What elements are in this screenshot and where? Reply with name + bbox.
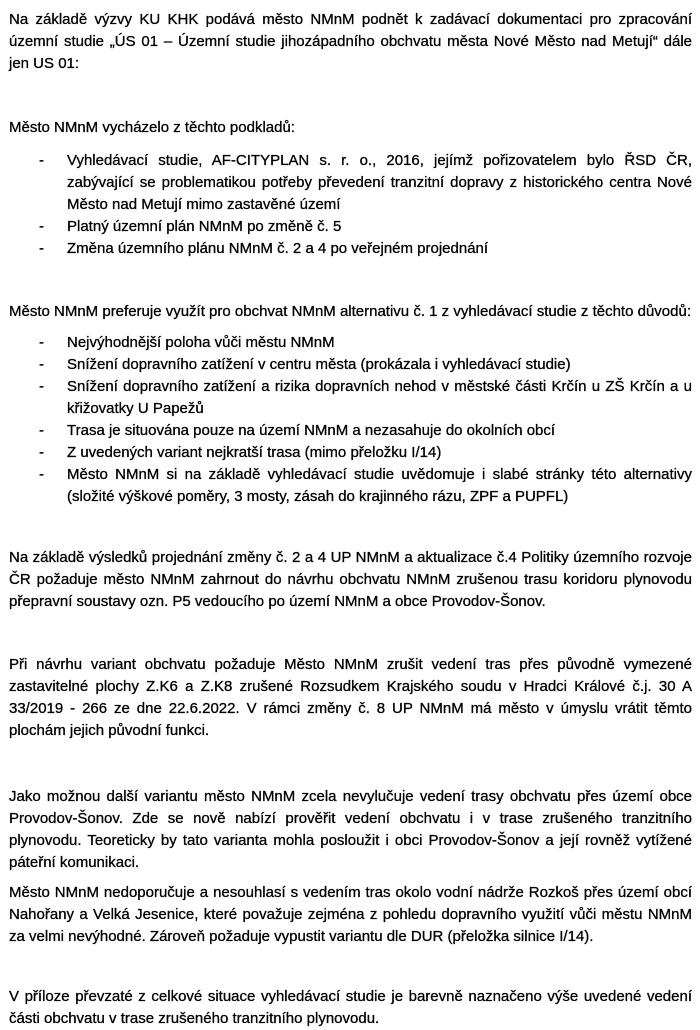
bullet-marker: - xyxy=(39,378,44,395)
bullet-list-reasons xyxy=(9,332,692,508)
list-item xyxy=(9,376,692,420)
paragraph-attachment-note: V příloze převzaté z celkové situace vyhledávací studie je barevně naznačeno výše uvedené vedení části obchvatu v trase zrušeného tranzitního plynovodu. xyxy=(9,988,692,1027)
paragraph-rozkos-disagreement: Město NMnM nedoporučuje a nesouhlasí s vedením tras okolo vodní nádrže Rozkoš přes území obcí Nahořany a Velká Jesenice, které považuje zejména z pohledu dopravního využití vůči městu NMnM za velmi nevýhodné. Zároveň požaduje vypustit variantu dle DUR (přeložka silnice I/14). xyxy=(9,884,692,945)
bullet-marker: - xyxy=(39,444,44,461)
list-item xyxy=(9,354,692,376)
list-item xyxy=(9,332,692,354)
paragraph-intro: Na základě výzvy KU KHK podává město NMnM podnět k zadávací dokumentaci pro zpracování územní studie „ÚS 01 – Územní studie jihozápadního obchvatu města Nové Město nad Metují“ dále jen US 01: xyxy=(9,11,692,72)
list-item xyxy=(9,150,692,216)
bullet-text: Snížení dopravního zatížení a rizika dopravních nehod v městské části Krčín u ZŠ Krčín a u křižovatky U Papežů xyxy=(67,378,692,417)
paragraph-preference: Město NMnM preferuje využít pro obchvat NMnM alternativu č. 1 z vyhledávací studie z těchto důvodů: xyxy=(9,303,691,320)
bullet-list-sources xyxy=(9,150,692,260)
bullet-text: Z uvedených variant nejkratší trasa (mimo přeložku I/14) xyxy=(67,444,442,461)
bullet-text: Snížení dopravního zatížení v centru města (prokázala i vyhledávací studie) xyxy=(67,356,571,373)
bullet-text: Trasa je situována pouze na území NMnM a nezasahuje do okolních obcí xyxy=(67,422,556,439)
list-item xyxy=(9,442,692,464)
bullet-marker: - xyxy=(39,334,44,351)
bullet-text: Nejvýhodnější poloha vůči městu NMnM xyxy=(67,334,335,351)
bullet-text: Platný územní plán NMnM po změně č. 5 xyxy=(67,218,342,235)
list-item xyxy=(9,238,692,260)
bullet-marker: - xyxy=(39,356,44,373)
list-item xyxy=(9,464,692,508)
bullet-marker: - xyxy=(39,240,44,257)
paragraph-gas-corridor: Na základě výsledků projednání změny č. 2 a 4 UP NMnM a aktualizace č.4 Politiky územního rozvoje ČR požaduje město NMnM zahrnout do návrhu obchvatu NMnM zrušenou trasu koridoru plynovodu přepravní soustavy ozn. P5 vedoucího po území NMnM a obce Provodov-Šonov. xyxy=(9,549,692,610)
bullet-text: Vyhledávací studie, AF-CITYPLAN s. r. o., 2016, jejímž pořizovatelem bylo ŘSD ČR, zabývající se problematikou potřeby převedení tranzitní dopravy z historického centra Nové Město nad Metují mimo zastavěné území xyxy=(67,152,692,213)
bullet-marker: - xyxy=(39,422,44,439)
bullet-text: Město NMnM si na základě vyhledávací studie uvědomuje i slabé stránky této alternativy (složité výškové poměry, 3 mosty, zásah do krajinného rázu, ZPF a PUPFL) xyxy=(67,466,692,505)
bullet-marker: - xyxy=(39,218,44,235)
bullet-marker: - xyxy=(39,152,44,169)
paragraph-sources-heading: Město NMnM vycházelo z těchto podkladů: xyxy=(9,119,295,136)
list-item xyxy=(9,216,692,238)
paragraph-cancelled-areas: Při návrhu variant obchvatu požaduje Město NMnM zrušit vedení tras přes původně vymezené zastavitelné plochy Z.K6 a Z.K8 zrušené Rozsudkem Krajského soudu v Hradci Králové č.j. 30 A 33/2019 - 266 ze dne 22.6.2022. V rámci změny č. 8 UP NMnM má město v úmyslu vrátit těmto plochám jejich původní funkci. xyxy=(9,656,692,739)
paragraph-alternative-route: Jako možnou další variantu město NMnM zcela nevylučuje vedení trasy obchvatu přes území obce Provodov-Šonov. Zde se nově nabízí prověřit vedení obchvatu i v trase zrušeného tranzitního plynovodu. Teoreticky by tato varianta mohla posloužit i obci Provodov-Šonov a její rovněž vytížené páteřní komunikaci. xyxy=(9,788,692,871)
list-item xyxy=(9,420,692,442)
bullet-text: Změna územního plánu NMnM č. 2 a 4 po veřejném projednání xyxy=(67,240,489,257)
bullet-marker: - xyxy=(39,466,44,483)
